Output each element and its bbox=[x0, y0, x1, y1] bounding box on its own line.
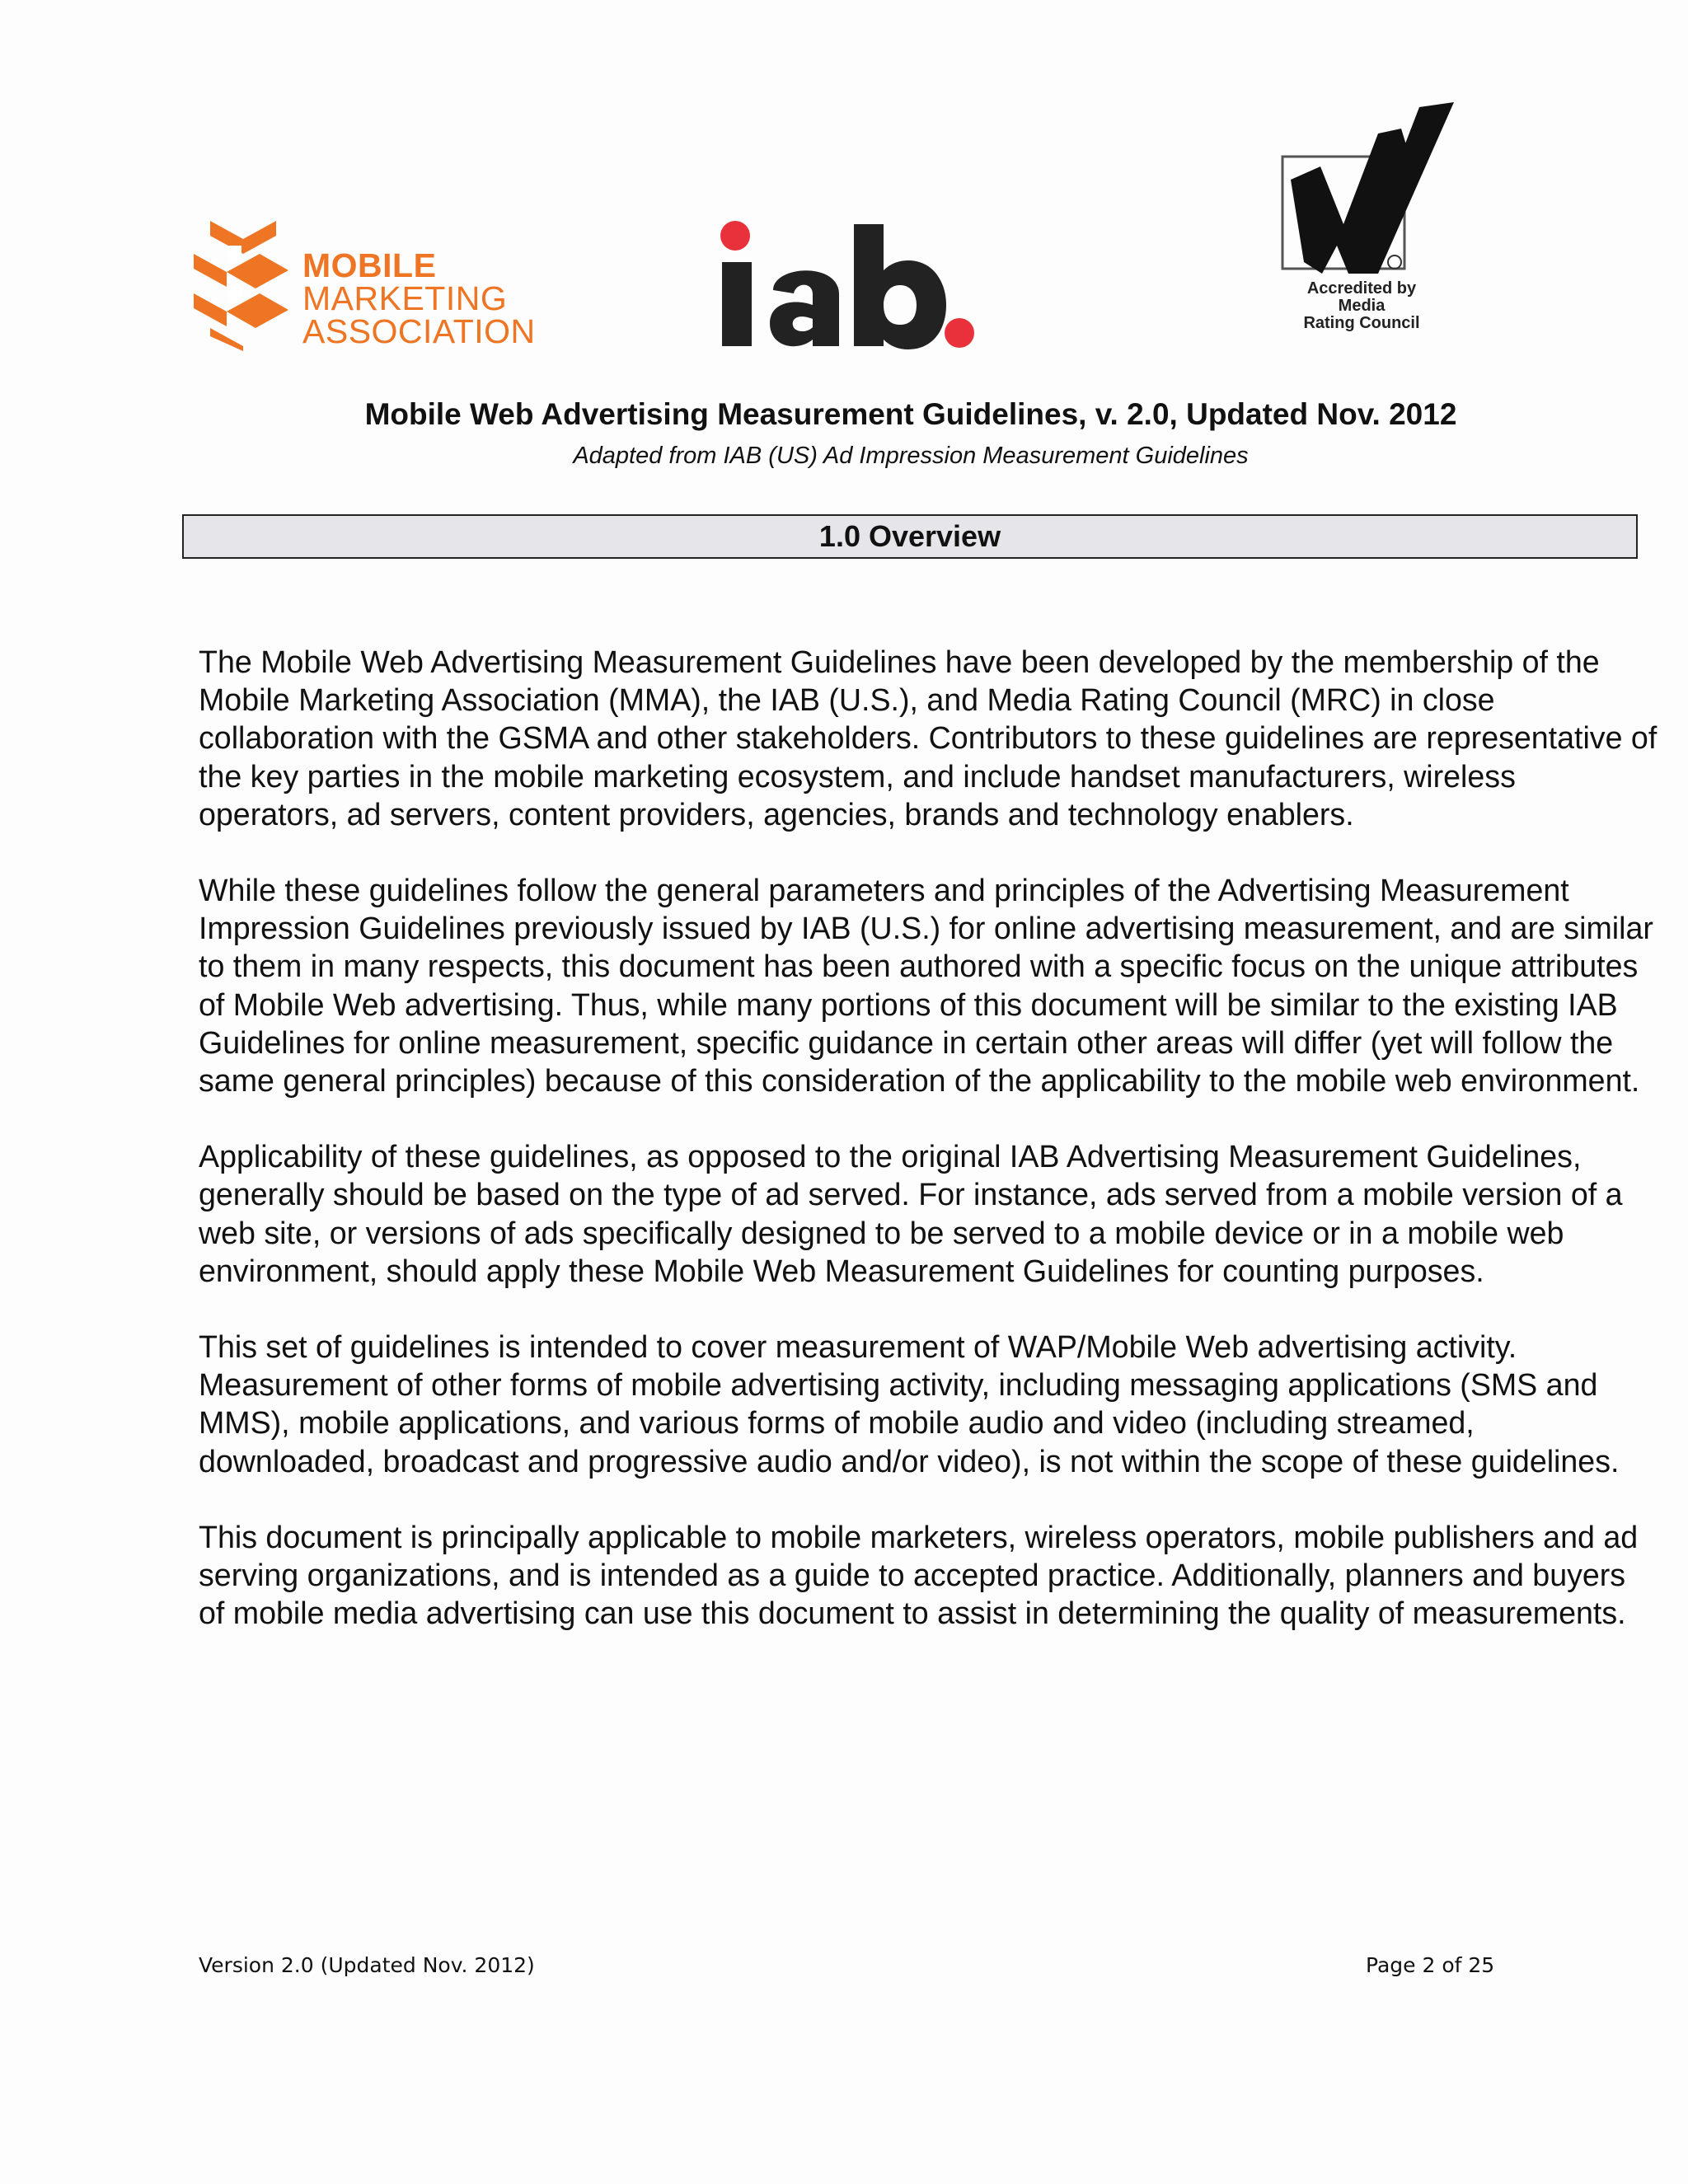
mrc-caption-line3: Rating Council bbox=[1303, 314, 1420, 332]
mma-logo-mark-icon bbox=[194, 221, 288, 351]
mrc-checkmark-icon bbox=[1279, 101, 1456, 278]
document-subtitle: Adapted from IAB (US) Ad Impression Measurement Guidelines bbox=[573, 443, 1249, 469]
mrc-caption bbox=[1279, 280, 1444, 332]
footer-version: Version 2.0 (Updated Nov. 2012) bbox=[199, 1953, 535, 1977]
mrc-caption-line2: Media bbox=[1338, 297, 1386, 315]
mma-logo-line2: MARKETING bbox=[302, 279, 508, 317]
paragraph: The Mobile Web Advertising Measurement Guidelines have been developed by the membership of the Mobile Marketing Association (MMA), the IAB (U.S.), and Media Rating Council (MRC) in close collaboration with the GSMA and other stakeholders. Contributors to these guidelines are representative of the key parties in the mobile marketing ecosystem, and include handset manufacturers, wireless operators, ad servers, content providers, agencies, brands and technology enablers. bbox=[199, 644, 1658, 832]
iab-logo-icon bbox=[715, 216, 979, 356]
iab-logo bbox=[715, 216, 979, 356]
paragraph: This set of guidelines is intended to cover measurement of WAP/Mobile Web advertising activity. Measurement of other forms of mobile advertising activity, including messaging applications (SMS and MMS), mobile applications, and various forms of mobile audio and video (including streamed, downloaded, broadcast and progressive audio and/or video), is not within the scope of these guidelines. bbox=[199, 1329, 1620, 1479]
paragraph: While these guidelines follow the general parameters and principles of the Advertising Measurement Impression Guidelines previously issued by IAB (U.S.) for online advertising measurement, and are similar to them in many respects, this document has been authored with a specific focus on the unique attributes of Mobile Web advertising. Thus, while many portions of this document will be similar to the existing IAB Guidelines for online measurement, specific guidance in certain other areas will differ (yet will follow the same general principles) because of this consideration of the applicability to the mobile web environment. bbox=[199, 873, 1653, 1099]
paragraph: This document is principally applicable to mobile marketers, wireless operators, mobile publishers and ad serving organizations, and is intended as a guide to accepted practice. Additionally, planners and buyers of mobile media advertising can use this document to assist in determining the quality of measurements. bbox=[199, 1519, 1639, 1631]
mma-logo bbox=[194, 221, 536, 353]
mma-logo-line3: ASSOCIATION bbox=[302, 312, 536, 350]
mrc-logo bbox=[1279, 101, 1456, 344]
mma-logo-line1: MOBILE bbox=[302, 246, 437, 284]
document-title: Mobile Web Advertising Measurement Guidelines, v. 2.0, Updated Nov. 2012 bbox=[364, 397, 1457, 431]
document-body bbox=[199, 643, 1658, 1670]
paragraph: Applicability of these guidelines, as opposed to the original IAB Advertising Measurement Guidelines, generally should be based on the type of ad served. For instance, ads served from a mobile version of a web site, or versions of ads specifically designed to be served to a mobile device or in a mobile web environment, should apply these Mobile Web Measurement Guidelines for counting purposes. bbox=[199, 1139, 1623, 1288]
mrc-caption-line1: Accredited by bbox=[1306, 279, 1417, 298]
mma-logo-wordmark bbox=[302, 246, 536, 350]
footer-page-number: Page 2 of 25 bbox=[1366, 1953, 1495, 1977]
section-heading: 1.0 Overview bbox=[182, 514, 1638, 559]
